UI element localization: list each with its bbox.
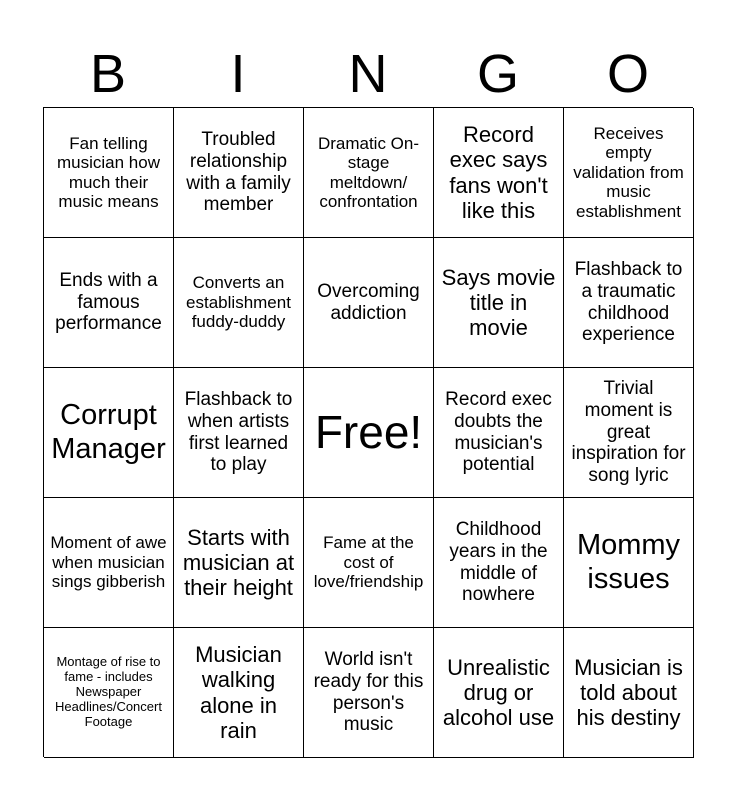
bingo-cell[interactable] [174, 368, 304, 498]
cell-text: Corrupt Manager [51, 399, 166, 465]
cell-text: Montage of rise to fame - includes Newspaper Headlines/Concert Footage [55, 654, 162, 729]
bingo-cell[interactable] [304, 498, 434, 628]
bingo-cell[interactable] [304, 628, 434, 758]
cell-text: Receives empty validation from music establishment [573, 124, 684, 221]
cell-text: Childhood years in the middle of nowhere [449, 519, 548, 606]
cell-text: Musician walking alone in rain [195, 642, 282, 743]
cell-text: Overcoming addiction [317, 280, 420, 324]
free-space[interactable] [304, 368, 434, 498]
header-letter-g: G [476, 44, 519, 104]
cell-text: Converts an establishment fuddy-duddy [186, 273, 291, 332]
cell-text: Ends with a famous performance [55, 270, 162, 335]
bingo-cell[interactable] [44, 498, 174, 628]
bingo-cell[interactable] [304, 238, 434, 368]
bingo-cell[interactable] [174, 498, 304, 628]
free-space-text: Free! [314, 406, 423, 459]
cell-text: Troubled relationship with a family member [186, 129, 291, 216]
cell-text: Says movie title in movie [441, 264, 556, 341]
bingo-cell[interactable] [174, 108, 304, 238]
cell-text: Flashback to a traumatic childhood experience [574, 259, 683, 346]
bingo-cell[interactable] [564, 108, 694, 238]
cell-text: Dramatic On-stage meltdown/ confrontation [317, 133, 420, 211]
cell-text: Record exec doubts the musician's potential [445, 389, 552, 476]
bingo-cell[interactable] [564, 368, 694, 498]
cell-text: Mommy issues [576, 529, 681, 595]
header-letter-i: I [230, 44, 246, 104]
bingo-cell[interactable] [434, 498, 564, 628]
header-letter-n: N [348, 44, 388, 104]
bingo-cell[interactable] [564, 498, 694, 628]
bingo-cell[interactable] [434, 108, 564, 238]
bingo-cell[interactable] [434, 628, 564, 758]
cell-text: Fame at the cost of love/friendship [313, 533, 424, 592]
bingo-cell[interactable] [304, 108, 434, 238]
bingo-cell[interactable] [434, 368, 564, 498]
cell-text: Musician is told about his destiny [574, 654, 683, 731]
header-letter-o: O [606, 44, 649, 104]
bingo-board [43, 107, 693, 757]
cell-text: Unrealistic drug or alcohol use [442, 654, 555, 731]
cell-text: World isn't ready for this person's music [313, 649, 424, 736]
bingo-cell[interactable] [174, 238, 304, 368]
bingo-cell[interactable] [564, 238, 694, 368]
bingo-cell[interactable] [44, 368, 174, 498]
bingo-cell[interactable] [44, 108, 174, 238]
cell-text: Fan telling musician how much their music means [57, 133, 160, 211]
bingo-cell[interactable] [44, 628, 174, 758]
bingo-cell[interactable] [44, 238, 174, 368]
cell-text: Flashback to when artists first learned to play [184, 389, 293, 476]
cell-text: Moment of awe when musician sings gibberish [50, 533, 167, 592]
cell-text: Record exec says fans won't like this [449, 122, 548, 223]
bingo-cell[interactable] [564, 628, 694, 758]
header-letter-b: B [89, 44, 127, 104]
bingo-header [43, 40, 693, 108]
bingo-cell[interactable] [174, 628, 304, 758]
cell-text: Trivial moment is great inspiration for song lyric [571, 378, 686, 486]
cell-text: Starts with musician at their height [182, 524, 295, 601]
bingo-cell[interactable] [434, 238, 564, 368]
